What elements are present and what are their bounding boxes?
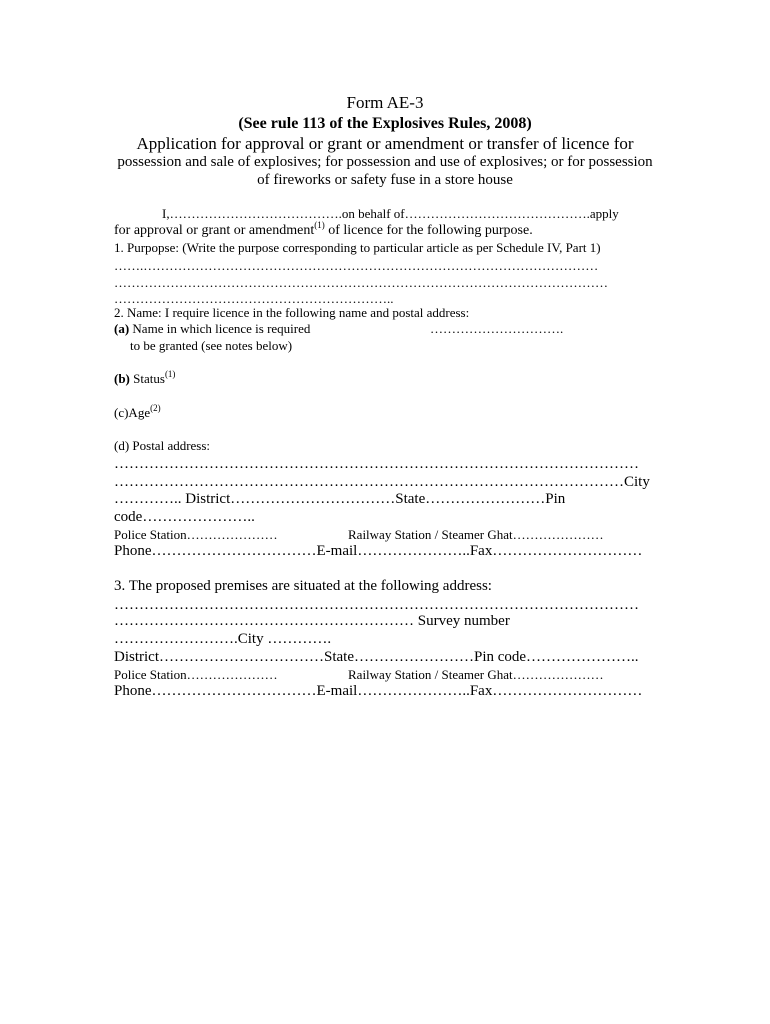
age-footnote-ref: (2) xyxy=(150,403,161,413)
item-a-text: Name in which licence is required xyxy=(129,321,311,336)
footnote-1-ref: (1) xyxy=(314,220,325,230)
address-police-station: Police Station………………… xyxy=(114,527,278,542)
heading-line-2: possession and sale of explosives; for possession and use of explosives; or for possession xyxy=(117,154,653,170)
name-field-a-continuation: to be granted (see notes below) xyxy=(130,338,293,353)
status-footnote-ref: (1) xyxy=(164,369,176,379)
item-a-prefix: (a) xyxy=(114,321,130,336)
address-district-line: ………….. District……………………………State……………………Pin xyxy=(114,491,566,507)
premises-phone-line: Phone……………………………E-mail…………………..Fax………………………… xyxy=(114,683,643,699)
heading-line-3: of fireworks or safety fuse in a store house xyxy=(257,172,513,188)
premises-district-line: District……………………………State……………………Pin code………………….. xyxy=(114,649,639,665)
rule-reference-text: (See rule 113 of the Explosives Rules, 2008) xyxy=(238,115,532,132)
address-phone-line: Phone……………………………E-mail…………………..Fax………………………… xyxy=(114,543,643,559)
heading-line-1: Application for approval or grant or amendment or transfer of licence for xyxy=(136,134,634,153)
name-section-label: 2. Name: I require licence in the following name and postal address: xyxy=(114,305,470,320)
item-b-text: Status xyxy=(129,371,165,386)
premises-city-line: …………………….City …………. xyxy=(114,631,332,647)
address-pin-code-line: code………………….. xyxy=(114,509,255,525)
premises-railway-station: Railway Station / Steamer Ghat………………… xyxy=(348,667,604,682)
address-city-line: …………………………………………………………………………………………City xyxy=(114,474,650,490)
age-field xyxy=(114,403,161,420)
purpose-dots-1: …….…………………………………………………………………………………………… xyxy=(114,258,599,273)
rule-reference xyxy=(0,116,770,132)
status-field xyxy=(114,369,176,386)
purpose-label: 1. Purpopse: (Write the purpose corresponding to particular article as per Schedule IV, Part 1) xyxy=(114,240,601,255)
premises-survey-line: …………………………………………………… Survey number xyxy=(114,613,510,629)
premises-police-station: Police Station………………… xyxy=(114,667,278,682)
purpose-dots-2: …………………………………………………………………………………………………… xyxy=(114,275,608,290)
name-field-a-dots: …………………………. xyxy=(430,321,564,336)
item-c-text: (c)Age xyxy=(114,405,151,420)
approval-text-a: for approval or grant or amendment xyxy=(114,223,315,238)
purpose-dots-3: ……………………………………………………….. xyxy=(114,291,394,306)
approval-text-b: of licence for the following purpose. xyxy=(324,223,533,238)
premises-section-label: 3. The proposed premises are situated at the following address: xyxy=(114,578,492,594)
premises-dots-1: …………………………………………………………………………………………… xyxy=(114,597,639,613)
approval-line xyxy=(114,220,533,238)
address-railway-station: Railway Station / Steamer Ghat………………… xyxy=(348,527,604,542)
item-b-prefix: (b) xyxy=(114,371,130,386)
address-dots-1: …………………………………………………………………………………………… xyxy=(114,456,639,472)
postal-address-label: (d) Postal address: xyxy=(114,438,211,453)
name-field-a xyxy=(114,322,310,335)
form-title: Form AE-3 xyxy=(346,93,424,112)
applicant-line: I,………………………………….on behalf of…………………………………….apply xyxy=(162,206,619,221)
